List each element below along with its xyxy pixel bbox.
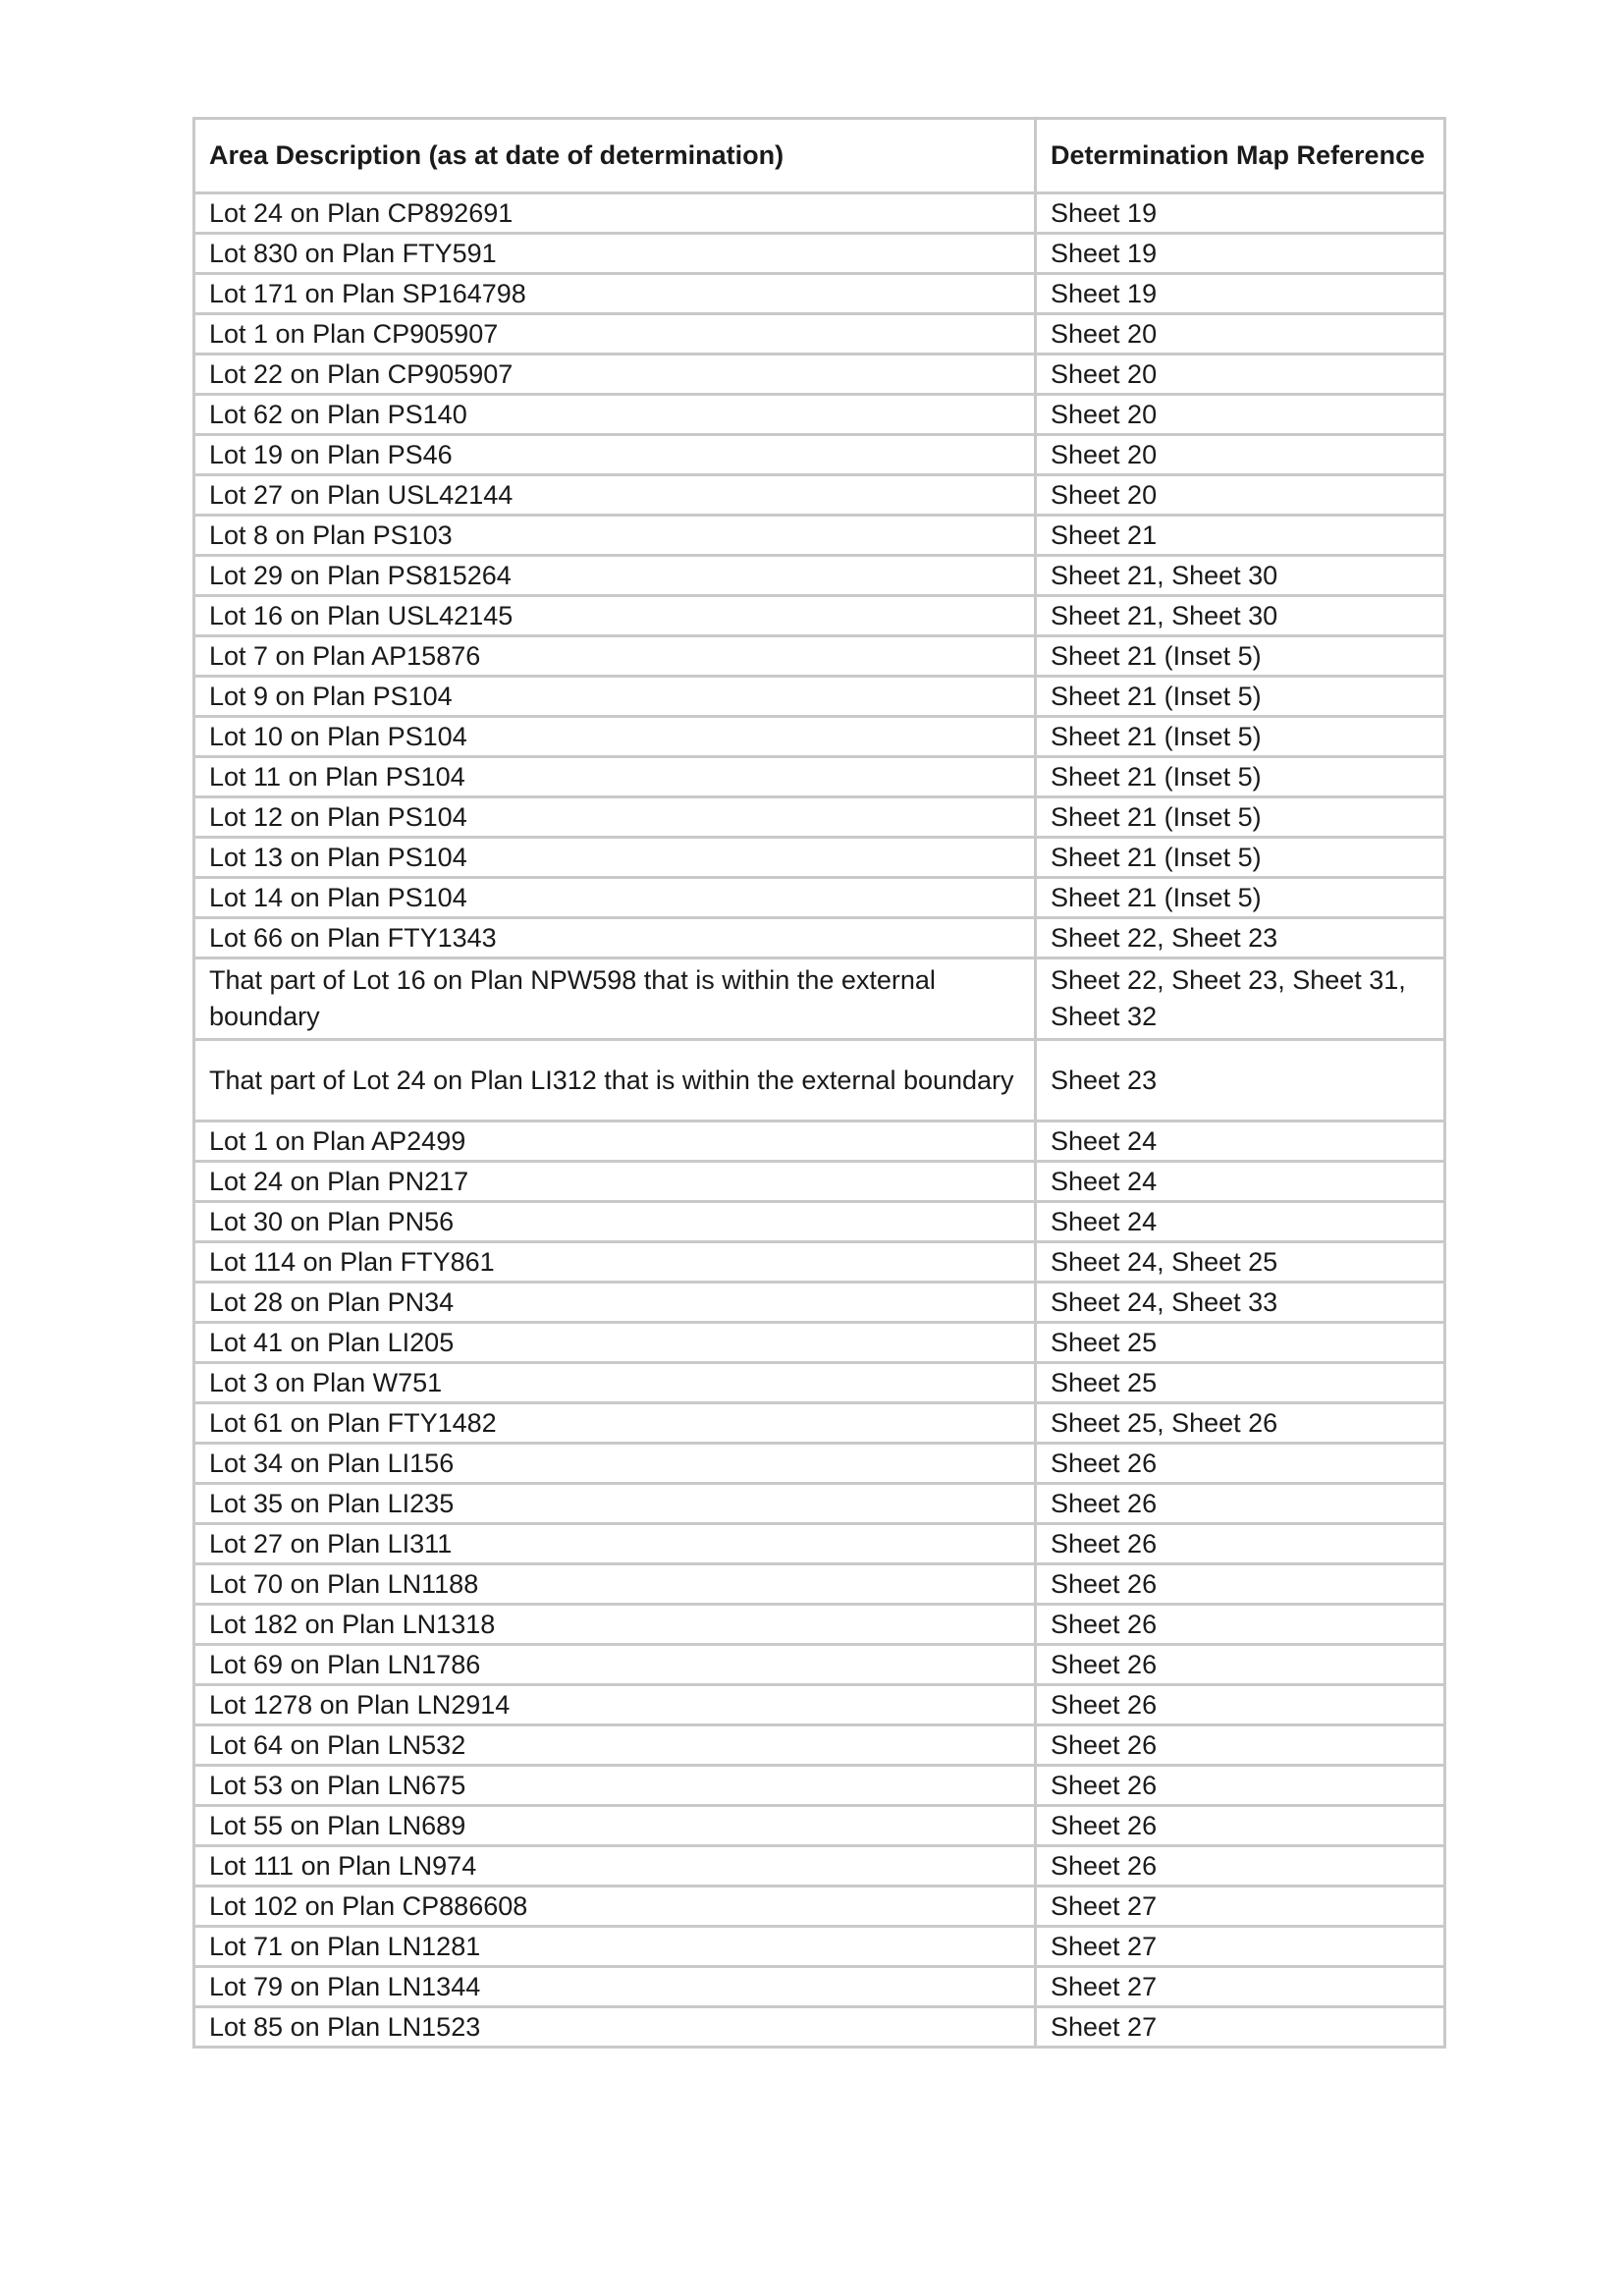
map-reference-cell: Sheet 21, Sheet 30 <box>1036 556 1445 596</box>
map-reference-cell: Sheet 20 <box>1036 395 1445 435</box>
area-description-cell: Lot 10 on Plan PS104 <box>194 717 1036 757</box>
table-row <box>194 958 1445 1040</box>
table-row <box>194 1605 1445 1645</box>
map-reference-cell: Sheet 19 <box>1036 234 1445 274</box>
map-reference-cell: Sheet 24 <box>1036 1121 1445 1162</box>
area-description-cell: Lot 830 on Plan FTY591 <box>194 234 1036 274</box>
determination-table <box>192 117 1446 2049</box>
area-description-cell: Lot 27 on Plan USL42144 <box>194 475 1036 516</box>
area-description-cell: Lot 24 on Plan CP892691 <box>194 193 1036 234</box>
area-description-cell: Lot 53 on Plan LN675 <box>194 1766 1036 1806</box>
area-description-cell: Lot 8 on Plan PS103 <box>194 516 1036 556</box>
area-description-cell: Lot 41 on Plan LI205 <box>194 1323 1036 1363</box>
area-description-cell: Lot 27 on Plan LI311 <box>194 1524 1036 1564</box>
table-row <box>194 1323 1445 1363</box>
header-row <box>194 119 1445 193</box>
map-reference-cell: Sheet 26 <box>1036 1725 1445 1766</box>
table-row <box>194 516 1445 556</box>
area-description-cell: Lot 85 on Plan LN1523 <box>194 2007 1036 2048</box>
map-reference-cell: Sheet 27 <box>1036 1886 1445 1927</box>
table-row <box>194 1766 1445 1806</box>
map-reference-cell: Sheet 24, Sheet 33 <box>1036 1283 1445 1323</box>
map-reference-cell: Sheet 21 (Inset 5) <box>1036 677 1445 717</box>
map-reference-cell: Sheet 26 <box>1036 1806 1445 1846</box>
table-row <box>194 1484 1445 1524</box>
table-row <box>194 717 1445 757</box>
map-reference-cell: Sheet 26 <box>1036 1524 1445 1564</box>
map-reference-cell: Sheet 21 (Inset 5) <box>1036 717 1445 757</box>
area-description-cell: Lot 1278 on Plan LN2914 <box>194 1685 1036 1725</box>
table-row <box>194 1886 1445 1927</box>
table-row <box>194 1121 1445 1162</box>
table-row <box>194 1967 1445 2007</box>
map-reference-cell: Sheet 19 <box>1036 193 1445 234</box>
area-description-cell: Lot 64 on Plan LN532 <box>194 1725 1036 1766</box>
area-description-cell: Lot 114 on Plan FTY861 <box>194 1242 1036 1283</box>
table-row <box>194 1685 1445 1725</box>
table-row <box>194 355 1445 395</box>
map-reference-cell: Sheet 24 <box>1036 1202 1445 1242</box>
table-row <box>194 1524 1445 1564</box>
table-row <box>194 1806 1445 1846</box>
area-description-cell: Lot 14 on Plan PS104 <box>194 878 1036 918</box>
table-row <box>194 193 1445 234</box>
map-reference-cell: Sheet 26 <box>1036 1444 1445 1484</box>
map-reference-cell: Sheet 26 <box>1036 1645 1445 1685</box>
table-row <box>194 314 1445 355</box>
area-description-cell: That part of Lot 24 on Plan LI312 that is within the external boundary <box>194 1040 1036 1121</box>
area-description-cell: Lot 34 on Plan LI156 <box>194 1444 1036 1484</box>
area-description-cell: Lot 61 on Plan FTY1482 <box>194 1403 1036 1444</box>
area-description-cell: Lot 1 on Plan AP2499 <box>194 1121 1036 1162</box>
map-reference-cell: Sheet 26 <box>1036 1564 1445 1605</box>
area-description-cell: Lot 79 on Plan LN1344 <box>194 1967 1036 2007</box>
area-description-cell: Lot 19 on Plan PS46 <box>194 435 1036 475</box>
map-reference-cell: Sheet 22, Sheet 23 <box>1036 918 1445 958</box>
area-description-cell: Lot 28 on Plan PN34 <box>194 1283 1036 1323</box>
area-description-cell: Lot 13 on Plan PS104 <box>194 838 1036 878</box>
area-description-cell: Lot 22 on Plan CP905907 <box>194 355 1036 395</box>
table-row <box>194 757 1445 797</box>
map-reference-cell: Sheet 21, Sheet 30 <box>1036 596 1445 636</box>
map-reference-cell: Sheet 19 <box>1036 274 1445 314</box>
table-row <box>194 435 1445 475</box>
map-reference-cell: Sheet 21 (Inset 5) <box>1036 838 1445 878</box>
map-reference-cell: Sheet 21 <box>1036 516 1445 556</box>
table-header <box>194 119 1445 193</box>
table-row <box>194 1927 1445 1967</box>
area-description-cell: Lot 11 on Plan PS104 <box>194 757 1036 797</box>
map-reference-cell: Sheet 21 (Inset 5) <box>1036 878 1445 918</box>
map-reference-cell: Sheet 27 <box>1036 1967 1445 2007</box>
map-reference-cell: Sheet 25 <box>1036 1323 1445 1363</box>
area-description-cell: Lot 102 on Plan CP886608 <box>194 1886 1036 1927</box>
table-row <box>194 475 1445 516</box>
area-description-cell: Lot 16 on Plan USL42145 <box>194 596 1036 636</box>
map-reference-cell: Sheet 26 <box>1036 1685 1445 1725</box>
map-reference-cell: Sheet 24 <box>1036 1162 1445 1202</box>
table-row <box>194 677 1445 717</box>
table-row <box>194 1242 1445 1283</box>
area-description-cell: Lot 12 on Plan PS104 <box>194 797 1036 838</box>
table-row <box>194 1645 1445 1685</box>
map-reference-cell: Sheet 25, Sheet 26 <box>1036 1403 1445 1444</box>
table-row <box>194 1846 1445 1886</box>
area-description-cell: Lot 66 on Plan FTY1343 <box>194 918 1036 958</box>
area-description-cell: Lot 9 on Plan PS104 <box>194 677 1036 717</box>
area-description-header: Area Description (as at date of determination) <box>194 119 1036 193</box>
map-reference-cell: Sheet 21 (Inset 5) <box>1036 636 1445 677</box>
table-row <box>194 878 1445 918</box>
area-description-cell: Lot 1 on Plan CP905907 <box>194 314 1036 355</box>
area-description-cell: Lot 55 on Plan LN689 <box>194 1806 1036 1846</box>
map-reference-cell: Sheet 27 <box>1036 2007 1445 2048</box>
area-description-cell: Lot 171 on Plan SP164798 <box>194 274 1036 314</box>
map-reference-cell: Sheet 20 <box>1036 355 1445 395</box>
map-reference-cell: Sheet 21 (Inset 5) <box>1036 797 1445 838</box>
table-row <box>194 918 1445 958</box>
area-description-cell: Lot 69 on Plan LN1786 <box>194 1645 1036 1685</box>
table-row <box>194 556 1445 596</box>
table-row <box>194 1564 1445 1605</box>
map-reference-cell: Sheet 23 <box>1036 1040 1445 1121</box>
area-description-cell: Lot 35 on Plan LI235 <box>194 1484 1036 1524</box>
area-description-cell: Lot 3 on Plan W751 <box>194 1363 1036 1403</box>
area-description-cell: Lot 7 on Plan AP15876 <box>194 636 1036 677</box>
map-reference-cell: Sheet 24, Sheet 25 <box>1036 1242 1445 1283</box>
table-row <box>194 797 1445 838</box>
map-reference-cell: Sheet 26 <box>1036 1605 1445 1645</box>
table-row <box>194 1444 1445 1484</box>
table-row <box>194 234 1445 274</box>
area-description-cell: Lot 71 on Plan LN1281 <box>194 1927 1036 1967</box>
area-description-cell: Lot 111 on Plan LN974 <box>194 1846 1036 1886</box>
table-row <box>194 274 1445 314</box>
table-row <box>194 1363 1445 1403</box>
area-description-cell: Lot 24 on Plan PN217 <box>194 1162 1036 1202</box>
table-row <box>194 838 1445 878</box>
area-description-cell: Lot 62 on Plan PS140 <box>194 395 1036 435</box>
map-reference-cell: Sheet 26 <box>1036 1846 1445 1886</box>
table-row <box>194 1162 1445 1202</box>
table-row <box>194 596 1445 636</box>
table-row <box>194 1725 1445 1766</box>
map-reference-cell: Sheet 26 <box>1036 1484 1445 1524</box>
table-row <box>194 636 1445 677</box>
map-reference-header: Determination Map Reference <box>1036 119 1445 193</box>
table-body <box>194 193 1445 2048</box>
map-reference-cell: Sheet 25 <box>1036 1363 1445 1403</box>
map-reference-cell: Sheet 27 <box>1036 1927 1445 1967</box>
area-description-cell: Lot 30 on Plan PN56 <box>194 1202 1036 1242</box>
area-description-cell: Lot 70 on Plan LN1188 <box>194 1564 1036 1605</box>
area-description-cell: Lot 182 on Plan LN1318 <box>194 1605 1036 1645</box>
table-row <box>194 1283 1445 1323</box>
map-reference-cell: Sheet 20 <box>1036 314 1445 355</box>
area-description-cell: That part of Lot 16 on Plan NPW598 that is within the external boundary <box>194 958 1036 1040</box>
table-row <box>194 2007 1445 2048</box>
table-row <box>194 1403 1445 1444</box>
map-reference-cell: Sheet 20 <box>1036 435 1445 475</box>
area-description-cell: Lot 29 on Plan PS815264 <box>194 556 1036 596</box>
table-row <box>194 1202 1445 1242</box>
map-reference-cell: Sheet 22, Sheet 23, Sheet 31, Sheet 32 <box>1036 958 1445 1040</box>
map-reference-cell: Sheet 21 (Inset 5) <box>1036 757 1445 797</box>
map-reference-cell: Sheet 26 <box>1036 1766 1445 1806</box>
table-row <box>194 395 1445 435</box>
table-row <box>194 1040 1445 1121</box>
map-reference-cell: Sheet 20 <box>1036 475 1445 516</box>
